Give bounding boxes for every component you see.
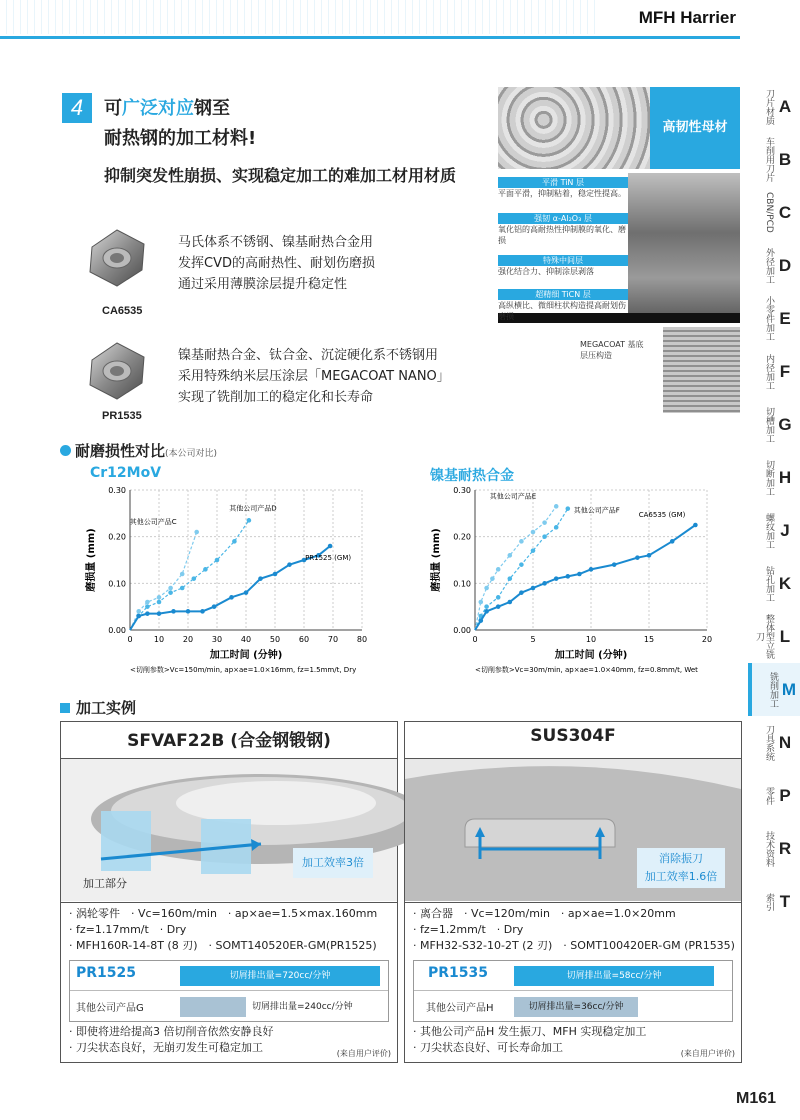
data-point (484, 604, 489, 609)
data-point (215, 558, 220, 563)
data-point (484, 586, 489, 591)
side-index-p[interactable] (748, 769, 800, 822)
ca6535-description: 马氏体系不锈钢、镍基耐热合金用 发挥CVD的高耐热性、耐划伤磨损 通过采用薄膜涂层提升稳定性 (178, 235, 375, 292)
x-tick-label: 20 (182, 635, 194, 644)
examples-section-title: 加工实例 (60, 697, 136, 718)
side-index-letter: G (778, 414, 792, 434)
data-point (577, 572, 582, 577)
case-notes: · 其他公司产品H 发生振刀、MFH 实现稳定加工 · 刀尖状态良好、可长寿命加工 (413, 1025, 647, 1054)
case-sus304f (404, 721, 742, 1063)
megacoat-micrograph (663, 327, 740, 413)
x-tick-label: 50 (269, 635, 281, 644)
pr1535-description: 镍基耐热合金、钛合金、沉淀硬化系不锈钢用 采用特殊纳米层压涂层「MEGACOAT NANO」 实现了铣削加工的稳定化和长寿命 (178, 348, 450, 405)
ca6535-insert-image (82, 222, 152, 292)
side-index-e[interactable] (748, 292, 800, 345)
data-point (157, 595, 162, 600)
data-point (194, 530, 199, 535)
data-point (258, 576, 263, 581)
data-point (519, 539, 524, 544)
side-index-label: 整体型立铣刀 (754, 614, 774, 659)
data-point (229, 595, 234, 600)
data-point (192, 576, 197, 581)
square-bullet-icon (60, 703, 70, 713)
y-tick-label: 0.10 (453, 579, 471, 589)
side-index (748, 80, 800, 928)
cutting-params: <切削参数>Vc=150m/min, ap×ae=1.0×16mm, fz=1.5mm/t, Dry (130, 666, 357, 674)
efficiency-tag: 消除振刀 加工效率1.6倍 (637, 848, 725, 888)
side-index-letter: D (778, 255, 792, 275)
layer-desc: 氧化铝的高耐热性抑制膜的氧化、磨损 (498, 225, 626, 245)
side-index-n[interactable] (748, 716, 800, 769)
y-tick-label: 0.30 (453, 486, 471, 495)
efficiency-tag: 加工效率3倍 (293, 848, 373, 878)
layer-desc: 高纵横比、微细柱状构造提高耐划伤磨损 (498, 301, 626, 321)
data-point (542, 581, 547, 586)
series-label: 其他公司产品C (129, 518, 177, 526)
wear-section-title: 耐磨损性对比(本公司对比) (60, 440, 217, 461)
header-rule (0, 36, 740, 39)
x-axis-label: 加工时间 (分钟) (554, 650, 628, 661)
data-point (145, 600, 150, 605)
pr1535-insert-image (82, 335, 152, 405)
side-index-label: 内径加工 (764, 353, 774, 390)
pr1535-caption: PR1535 (102, 410, 142, 422)
data-point (180, 586, 185, 591)
x-tick-label: 0 (472, 635, 478, 644)
chip-bar-competitor-label: 切屑排出量=240cc/分钟 (252, 1002, 353, 1012)
layer-name: 特殊中间层 (498, 255, 628, 266)
side-index-d[interactable] (748, 239, 800, 292)
x-tick-label: 30 (211, 635, 223, 644)
series-label: 其他公司产品E (489, 492, 537, 501)
data-point (479, 618, 484, 623)
side-index-letter: M (781, 679, 797, 699)
series-label: 其他公司产品F (573, 506, 620, 515)
data-point (519, 590, 524, 595)
data-point (157, 600, 162, 605)
wear-chart-nickel-alloy (425, 480, 725, 690)
data-point (531, 586, 536, 591)
case-specs: · 离合器 · Vc=120m/min · ap×ae=1.0×20mm · fz=1.2mm/t · Dry · MFH32-S32-10-2T (2 刃) · SOMT100420ER-GM (PR1535) (413, 907, 735, 952)
series-label: 其他公司产品D (229, 504, 277, 513)
layer-name: 平滑 TiN 层 (498, 177, 628, 188)
chip-removal-comparison (69, 960, 389, 1022)
data-point (566, 506, 571, 511)
side-index-l[interactable] (748, 610, 800, 663)
chart2-title: 镍基耐热合金 (430, 468, 514, 484)
data-point (531, 548, 536, 553)
side-index-letter: J (780, 520, 790, 540)
case-specs: · 涡轮零件 · Vc=160m/min · ap×ae=1.5×max.160mm · fz=1.17mm/t · Dry · MFH160R-14-8T (8 刃) · SOMT140520ER-GM(PR1525) (69, 907, 378, 952)
layer-name: 强韧 α-Al₂O₃ 层 (498, 213, 628, 224)
side-index-label: 螺纹加工 (764, 512, 774, 549)
data-point (328, 544, 333, 549)
competitor-label: 其他公司产品H (426, 1003, 494, 1014)
grade-label: PR1525 (76, 965, 137, 981)
x-axis-label: 加工时间 (分钟) (209, 650, 283, 661)
data-point (273, 572, 278, 577)
chip-bar-competitor (180, 997, 246, 1017)
data-point (589, 567, 594, 572)
data-point (612, 562, 617, 567)
data-point (542, 520, 547, 525)
layer-desc: 强化结合力、抑制涂层剥落 (498, 267, 594, 276)
series-line-1 (475, 509, 568, 630)
data-point (145, 611, 150, 616)
side-index-letter: K (778, 573, 792, 593)
side-index-j[interactable] (748, 504, 800, 557)
side-index-label: 技术资料 (764, 830, 774, 867)
y-tick-label: 0.10 (108, 579, 126, 589)
data-point (203, 567, 208, 572)
case-notes: · 即使将进给提高3 倍切削音依然安静良好 · 刀尖状态良好，无崩刃发生可稳定加工 (69, 1025, 274, 1054)
case-title: SUS304F (530, 726, 616, 746)
data-point (554, 576, 559, 581)
layer-name: 超精细 TiCN 层 (498, 289, 628, 300)
data-point (670, 539, 675, 544)
x-tick-label: 70 (327, 635, 339, 644)
section-number-badge: 4 (62, 93, 92, 123)
side-index-c[interactable] (748, 186, 800, 239)
data-point (508, 576, 513, 581)
data-point (647, 553, 652, 558)
side-index-letter: E (779, 308, 791, 328)
data-point (542, 534, 547, 539)
side-index-label: 切断加工 (764, 459, 774, 496)
data-point (247, 518, 252, 523)
intro-title: 可广泛对应钢至 耐热钢的加工材料! (104, 98, 257, 149)
side-index-letter: R (778, 838, 792, 858)
side-index-letter: H (778, 467, 792, 487)
chip-bar-competitor: 切屑排出量=36cc/分钟 (514, 997, 638, 1017)
data-point (566, 574, 571, 579)
side-index-h[interactable] (748, 451, 800, 504)
data-point (157, 611, 162, 616)
substrate-label: 高韧性母材 (650, 87, 740, 169)
megacoat-caption: MEGACOAT 基底 层压构造 (580, 340, 644, 360)
case-sfvaf22b (60, 721, 398, 1063)
side-index-label: 索引 (764, 892, 774, 911)
data-point (554, 504, 559, 509)
side-index-label: 小零件加工 (764, 296, 774, 341)
data-point (180, 572, 185, 577)
side-index-letter: N (778, 732, 792, 752)
side-index-letter: T (779, 891, 791, 911)
chip-bar-kyocera: 切屑排出量=58cc/分钟 (514, 966, 714, 986)
side-index-label: 铣削加工 (768, 671, 778, 708)
grade-label: PR1535 (428, 965, 489, 981)
data-point (212, 604, 217, 609)
data-point (287, 562, 292, 567)
side-index-r[interactable] (748, 822, 800, 875)
y-tick-label: 0.00 (108, 626, 126, 635)
intro-subtitle: 抑制突发性崩损、实现稳定加工的难加工材用材质 (104, 166, 457, 185)
coating-layer-list (498, 177, 628, 323)
series-line-2 (130, 546, 330, 630)
data-point (232, 539, 237, 544)
data-point (171, 609, 176, 614)
coating-cross-section (628, 173, 740, 323)
x-tick-label: 5 (530, 635, 536, 644)
chip-bar-kyocera: 切屑排出量=720cc/分钟 (180, 966, 380, 986)
data-point (479, 600, 484, 605)
cutting-params: <切削参数>Vc=30m/min, ap×ae=1.0×40mm, fz=0.8mm/t, Wet (475, 666, 698, 674)
page-number: M161 (736, 1090, 777, 1107)
y-axis-label: 磨损量 (mm) (86, 528, 97, 592)
data-point (531, 530, 536, 535)
page-header-title: MFH Harrier (600, 0, 740, 36)
side-index-letter: B (778, 149, 792, 169)
data-point (519, 562, 524, 567)
chip-removal-comparison (413, 960, 733, 1022)
data-point (168, 586, 173, 591)
side-index-label: 切槽加工 (764, 406, 774, 443)
header-pattern (0, 0, 595, 34)
data-point (693, 523, 698, 528)
wear-chart-cr12mov (80, 480, 380, 690)
bullet-icon (60, 445, 71, 456)
x-tick-label: 10 (153, 635, 165, 644)
data-point (508, 553, 513, 558)
side-index-b[interactable] (748, 133, 800, 186)
source-note: (来自用户评价) (680, 1049, 735, 1058)
side-index-k[interactable] (748, 557, 800, 610)
chart1-title: Cr12MoV (90, 465, 162, 481)
coating-structure-figure (498, 87, 742, 427)
machined-part-label: 加工部分 (83, 877, 127, 890)
data-point (635, 555, 640, 560)
series-label: PR1525 (GM) (305, 554, 352, 562)
data-point (496, 567, 501, 572)
competitor-label: 其他公司产品G (76, 1003, 144, 1014)
x-tick-label: 20 (701, 635, 713, 644)
data-point (244, 590, 249, 595)
side-index-f[interactable] (748, 345, 800, 398)
x-tick-label: 60 (298, 635, 310, 644)
x-tick-label: 0 (127, 635, 133, 644)
data-point (145, 604, 150, 609)
data-point (168, 590, 173, 595)
y-tick-label: 0.20 (108, 532, 126, 542)
data-point (136, 614, 141, 619)
side-index-g[interactable] (748, 398, 800, 451)
data-point (496, 604, 501, 609)
divider (61, 902, 397, 903)
data-point (508, 600, 513, 605)
y-tick-label: 0.20 (453, 532, 471, 542)
side-index-label: 车削用刀片 (764, 137, 774, 182)
side-index-letter: P (779, 785, 791, 805)
data-point (490, 576, 495, 581)
side-index-letter: A (778, 96, 792, 116)
layer-desc: 平面平滑，抑制粘着，稳定性提高。 (498, 189, 626, 198)
y-tick-label: 0.00 (453, 626, 471, 635)
y-tick-label: 0.30 (108, 486, 126, 495)
side-index-a[interactable] (748, 80, 800, 133)
side-index-label: 刀具系统 (764, 724, 774, 761)
side-index-letter: L (779, 626, 791, 646)
side-index-t[interactable] (748, 875, 800, 928)
source-note: (来自用户评价) (336, 1049, 391, 1058)
data-point (186, 609, 191, 614)
substrate-micrograph (498, 87, 650, 169)
side-index-label: 外径加工 (764, 247, 774, 284)
series-label: CA6535 (GM) (638, 511, 686, 519)
y-axis-label: 磨损量 (mm) (431, 528, 442, 592)
data-point (554, 525, 559, 530)
side-index-label: 零件 (764, 786, 774, 805)
data-point (496, 595, 501, 600)
side-index-m[interactable] (748, 663, 800, 716)
x-tick-label: 40 (240, 635, 252, 644)
ca6535-caption: CA6535 (102, 305, 143, 317)
case-title: SFVAF22B (合金钢锻钢) (127, 731, 331, 751)
divider (405, 902, 741, 903)
x-tick-label: 10 (585, 635, 597, 644)
side-index-label: 钻孔加工 (764, 565, 774, 602)
side-index-letter: F (779, 361, 791, 381)
data-point (484, 609, 489, 614)
side-index-letter: C (778, 202, 792, 222)
side-index-label: CBN/PCD (764, 192, 774, 233)
data-point (200, 609, 205, 614)
x-tick-label: 80 (356, 635, 368, 644)
x-tick-label: 15 (643, 635, 655, 644)
side-index-label: 刀片材质 (764, 88, 774, 125)
data-point (136, 609, 141, 614)
